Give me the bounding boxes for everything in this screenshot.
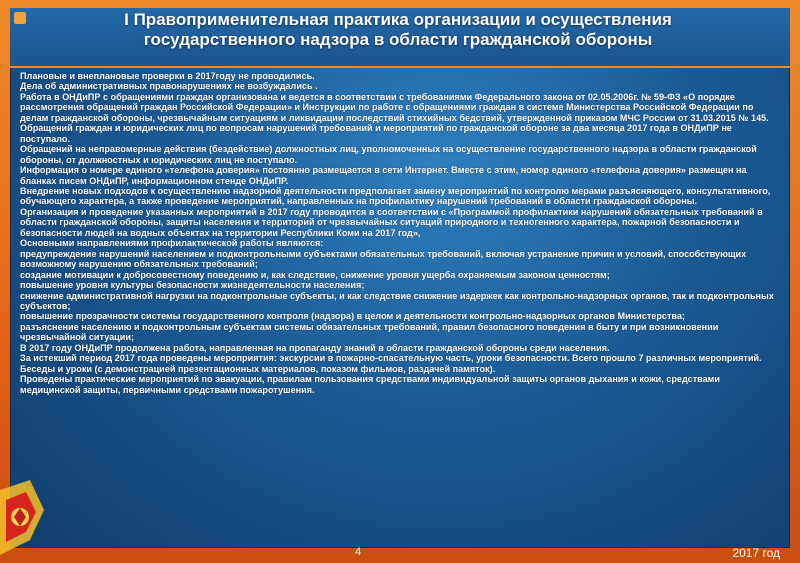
- paragraph: Основными направлениями профилактической работы являются:: [20, 238, 324, 249]
- paragraph: Плановые и внеплановые проверки в 2017году не проводились.: [20, 71, 315, 81]
- paragraph: Обращений граждан и юридических лиц по вопросам нарушений требований и мероприятий по гражданской обороне за два месяца 2017 года в ОНДиПР не поступало.: [20, 123, 732, 144]
- slide-title-line-2: государственного надзора в области гражданской обороны: [143, 30, 653, 49]
- emblem-icon: [0, 470, 52, 563]
- title-marker-icon: [14, 12, 26, 24]
- page-number: 4: [354, 546, 362, 558]
- paragraph: снижение административной нагрузки на подконтрольные субъекты, и как следствие снижение издержек как контрольно-надзорных органов, так и подконтрольных субъектов;: [20, 290, 774, 311]
- paragraph: создание мотивации к добросовестному поведению и, как следствие, снижение уровня ущерба охраняемым законом ценностям;: [20, 269, 610, 280]
- paragraph: повышение прозрачности системы государственного контроля (надзора) в целом и деятельности контрольно-надзорных органов Министерства;: [20, 311, 685, 322]
- body-text: [20, 71, 780, 541]
- footer-year: 2017 год: [732, 546, 780, 560]
- paragraph: В 2017 году ОНДиПР продолжена работа, направленная на пропаганду знаний в области гражданской обороны среди населения.: [20, 342, 610, 353]
- paragraph: Информация о номере единого «телефона доверия» постоянно размещается в сети Интернет. Вместе с этим, номер единого «телефона доверия» размещен на бланках писем ОНДиПР, информационном стенде ОНДиПР.: [20, 165, 747, 186]
- slide-title-line-1: I Правоприменительная практика организации и осуществления: [124, 10, 672, 29]
- paragraph: Дела об административных правонарушениях не возбуждались .: [20, 81, 318, 92]
- paragraph: Беседы и уроки (с демонстрацией презентационных материалов, показом фильмов, раздачей памяток).: [20, 363, 496, 374]
- paragraph: разъяснение населению и подконтрольным субъектам системы обязательных требований, правил безопасного поведения в быту и при возникновении чрезвычайной ситуации;: [20, 321, 719, 343]
- paragraph: За истекший период 2017 года проведены мероприятия: экскурсии в пожарно-спасательную часть, уроки безопасности. Всего прошло 7 различных мероприятий.: [20, 353, 762, 364]
- paragraph: Проведены практические мероприятий по эвакуации, правилам пользования средствами индивидуальной защиты органов дыхания и кожи, средствами медицинской защиты, первичными средствами пожаротушения.: [20, 374, 720, 395]
- paragraph: повышение уровня культуры безопасности жизнедеятельности населения;: [20, 280, 365, 291]
- paragraph: Работа в ОНДиПР с обращениями граждан организована и ведется в соответствии с требованиями Федерального закона от 02.05.2006г. № 59-ФЗ «О порядке рассмотрения обращений граждан Российской Федерации» и Инструкции по работе с обращениями граждан в системе Министерства Российской Федерации по делам гражданской обороны, чрезвычайным ситуациям и ликвидации последствий стихийных бедствий, утвержденной приказом МЧС России от 31.03.2015 № 145.: [20, 91, 769, 123]
- paragraph: Организация и проведение указанных мероприятий в 2017 году проводится в соответствии с «Программой профилактики нарушений обязательных требований в области гражданской обороны, защиты населения и территорий от чрезвычайных ситуаций природного и техногенного характера, пожарной безопасности и безопасности людей на водных объектах на территории Республики Коми на 2017 год»,: [20, 206, 763, 238]
- slide-title: [28, 10, 768, 50]
- paragraph: предупреждение нарушений населением и подконтрольными субъектами обязательных требований, включая устранение причин и условий, способствующих возможному нарушению обязательных требований;: [20, 248, 747, 270]
- paragraph: Обращений на неправомерные действия (бездействие) должностных лиц, уполномоченных на осуществление государственного надзора в области гражданской обороны, от должностных и юридических лиц не поступало.: [20, 144, 757, 165]
- paragraph: Внедрение новых подходов к осуществлению надзорной деятельности предполагает замену мероприятий по контролю мерами разъясняющего, консультативного, обучающего характера, а также проведение мероприятий, направленных на профилактику нарушений требований в области гражданской обороны.: [20, 185, 771, 207]
